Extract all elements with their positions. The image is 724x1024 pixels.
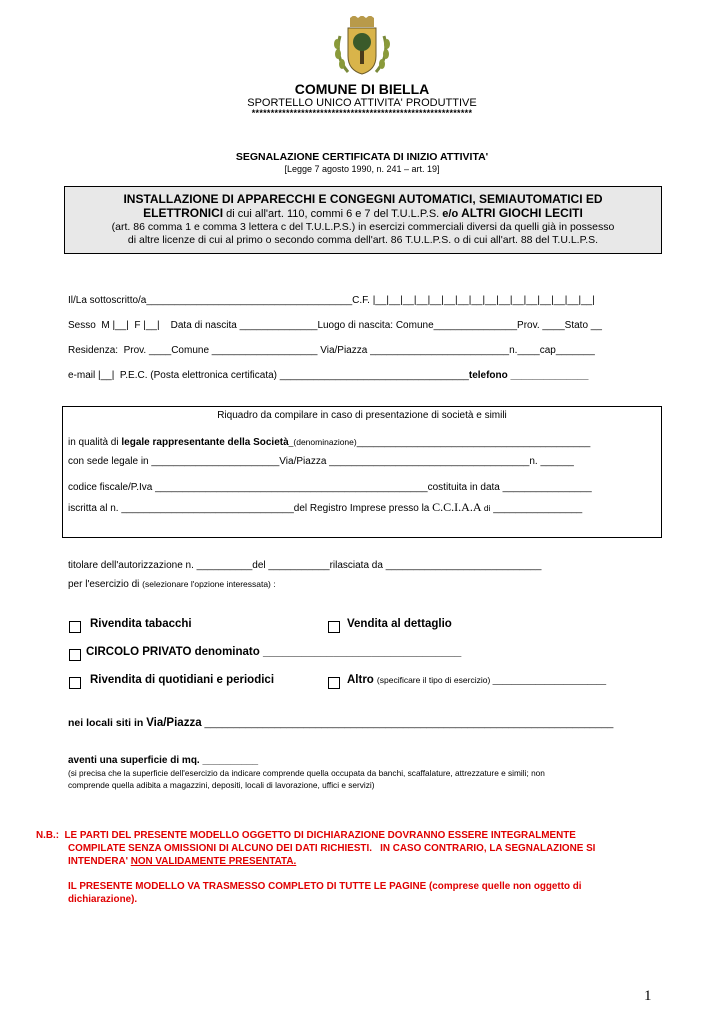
form-title: SEGNALAZIONE CERTIFICATA DI INIZIO ATTIVITA'	[235, 151, 489, 163]
surface-note-1: (si precisa che la superficie dell'esercizio da indicare comprende quella occupata da banchi, scaffalature, attrezzature e simili; non	[68, 768, 545, 778]
residence-field[interactable]: Residenza: Prov. ____Comune ___________________ Via/Piazza _________________________n.____cap_______	[68, 345, 595, 356]
tabacchi-label: Rivendita tabacchi	[90, 618, 192, 630]
box-line-4: di altre licenze di cui al primo o secondo comma dell'art. 86 T.U.L.P.S. o di cui all'art. 88 del T.U.L.P.S.	[127, 234, 599, 246]
nb-line-3-underlined: NON VALIDAMENTE PRESENTATA.	[130, 856, 297, 867]
activity-title-box	[64, 186, 662, 254]
email-pec-field[interactable]	[68, 370, 588, 381]
email-pec-text: e-mail |__| P.E.C. (Posta elettronica certificata) __________________________________	[68, 370, 469, 381]
box-line-3: (art. 86 comma 1 e comma 3 lettera c del T.U.L.P.S.) in esercizi commerciali diversi da quelli già in possesso	[111, 221, 615, 233]
phone-field[interactable]: telefono ______________	[468, 370, 589, 381]
surface-field[interactable]: aventi una superficie di mq. __________	[68, 755, 259, 766]
cciaa-label: C.C.I.A.A	[432, 500, 482, 514]
box-line-2	[65, 206, 661, 221]
nb-para-2-line-2: dichiarazione).	[68, 894, 138, 905]
locali-line[interactable]: ______________________________________________________________________	[201, 717, 614, 729]
cciaa-di: di	[481, 503, 491, 513]
nb-line-3-text: INTENDERA'	[68, 856, 131, 867]
coat-of-arms-icon	[326, 16, 398, 80]
tabacchi-checkbox[interactable]	[69, 621, 81, 633]
society-box	[62, 406, 662, 538]
altro-note[interactable]: (specificare il tipo di esercizio) ________________________	[376, 675, 607, 685]
cciaa-line[interactable]: ________________	[490, 503, 583, 514]
city-name: COMUNE DI BIELLA	[294, 81, 430, 97]
quotidiani-checkbox[interactable]	[69, 677, 81, 689]
legal-rep-field[interactable]	[68, 437, 590, 448]
locali-label: nei locali siti in	[68, 717, 147, 729]
society-box-title: Riquadro da compilare in caso di presentazione di società e simili	[217, 410, 507, 421]
legal-seat-field[interactable]: con sede legale in _______________________Via/Piazza ____________________________________n. ______	[68, 456, 574, 467]
registry-field[interactable]	[68, 500, 582, 515]
legal-rep-label: legale rappresentante della Società	[121, 437, 289, 448]
denomination-label: _(denominazione)	[288, 437, 357, 447]
box-line-2-end: ALTRI GIOCHI LECITI	[458, 206, 583, 220]
nb-line-2: COMPILATE SENZA OMISSIONI DI ALCUNO DEI DATI RICHIESTI. IN CASO CONTRARIO, LA SEGNALAZIONE SI	[68, 843, 596, 854]
altro-label: Altro	[347, 674, 374, 686]
registry-text: iscritta al n. _______________________________del Registro Imprese presso la	[68, 503, 433, 514]
altro-checkbox[interactable]	[328, 677, 340, 689]
denomination-line[interactable]: __________________________________________	[356, 437, 591, 448]
locali-via-label: Via/Piazza	[146, 717, 202, 729]
circolo-label[interactable]: CIRCOLO PRIVATO denominato _______________________________	[86, 646, 462, 658]
quotidiani-label: Rivendita di quotidiani e periodici	[90, 674, 275, 686]
box-line-2-bold: ELETTRONICI	[143, 206, 224, 220]
exercise-note: (selezionare l'opzione interessata) :	[142, 579, 276, 589]
legal-rep-prefix: in qualità di	[68, 437, 122, 448]
sex-birth-field[interactable]: Sesso M |__| F |__| Data di nascita ______________Luogo di nascita: Comune_______________Prov. ____Stato __	[68, 320, 602, 331]
exercise-label	[68, 579, 276, 590]
nb-line-3	[68, 856, 296, 867]
nb-para-2-line-1: IL PRESENTE MODELLO VA TRASMESSO COMPLETO DI TUTTE LE PAGINE (comprese quelle non oggetto di	[68, 881, 582, 892]
stars-divider: **********************************************************	[251, 108, 473, 118]
circolo-checkbox[interactable]	[69, 649, 81, 661]
dettaglio-checkbox[interactable]	[328, 621, 340, 633]
tax-code-field[interactable]: codice fiscale/P.Iva _________________________________________________costituita in data ________________	[68, 482, 592, 493]
dettaglio-label: Vendita al dettaglio	[347, 618, 452, 630]
office-name: SPORTELLO UNICO ATTIVITA' PRODUTTIVE	[247, 97, 477, 109]
name-cf-field[interactable]: Il/La sottoscritto/a_____________________________________C.F. |__|__|__|__|__|__|__|__|__|__|__|__|__|__|__|__|	[68, 295, 595, 306]
box-line-2-text: di cui all'art. 110, commi 6 e 7 del T.U.L.P.S.	[223, 208, 443, 220]
page-number: 1	[644, 988, 652, 1004]
locali-field[interactable]	[68, 717, 613, 729]
law-reference: [Legge 7 agosto 1990, n. 241 – art. 19]	[284, 164, 440, 174]
box-line-2-eo: e/o	[442, 208, 459, 220]
box-line-1: INSTALLAZIONE DI APPARECCHI E CONGEGNI AUTOMATICI, SEMIAUTOMATICI ED	[123, 192, 603, 206]
nb-line-1: N.B.: LE PARTI DEL PRESENTE MODELLO OGGETTO DI DICHIARAZIONE DOVRANNO ESSERE INTEGRALMENTE	[36, 830, 576, 841]
authorization-field[interactable]: titolare dell'autorizzazione n. __________del ___________rilasciata da ____________________________	[68, 560, 542, 571]
exercise-text: per l'esercizio di	[68, 579, 143, 590]
altro-field[interactable]	[347, 674, 606, 686]
surface-note-2: comprende quella adibita a magazzini, depositi, locali di lavorazione, uffici e servizi)	[68, 780, 375, 790]
